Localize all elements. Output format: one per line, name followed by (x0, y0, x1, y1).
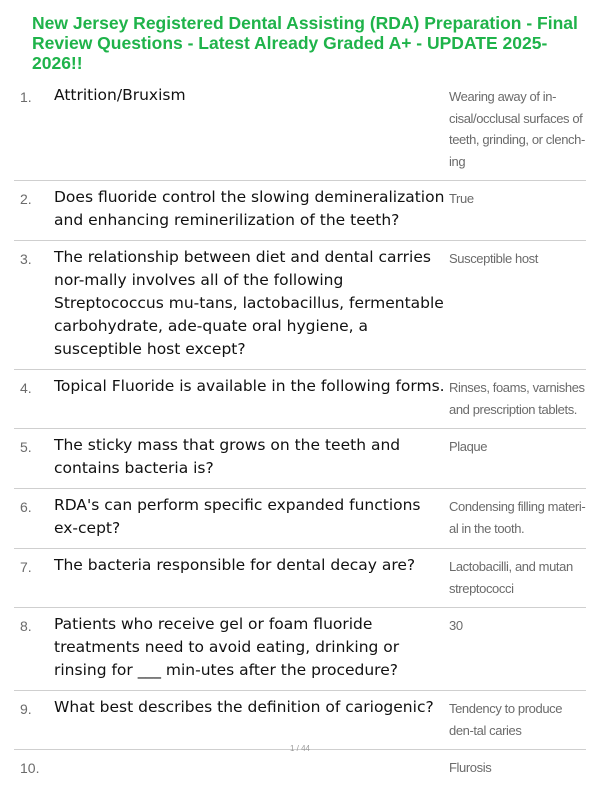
question-number: 6. (20, 499, 32, 515)
question-row (14, 549, 586, 608)
answer-text: Flurosis (449, 760, 492, 775)
question-number: 5. (20, 439, 32, 455)
question-list (14, 79, 586, 787)
question-number: 10. (20, 760, 40, 776)
question-number: 3. (20, 251, 32, 267)
question-text: The bacteria responsible for dental decay are? (54, 556, 416, 574)
answer-text: Wearing away of in-cisal/occlusal surfaces of teeth, grinding, or clench-ing (449, 89, 585, 169)
document-title: New Jersey Registered Dental Assisting (RDA) Preparation - Final Review Questions - Latest Already Graded A+ - UPDATE 2025-2026!! (32, 13, 578, 73)
answer-text: Plaque (449, 439, 488, 454)
question-row (14, 79, 586, 181)
question-number: 9. (20, 701, 32, 717)
question-row (14, 750, 586, 787)
page-indicator: 1 / 44 (289, 744, 310, 753)
question-number: 7. (20, 559, 32, 575)
answer-text: Rinses, foams, varnishes and prescription tablets. (449, 380, 585, 417)
answer-text: Susceptible host (449, 251, 538, 266)
question-text: Patients who receive gel or foam fluoride treatments need to avoid eating, drinking or rinsing for ___ min-utes after the procedure? (54, 615, 400, 679)
question-text: What best describes the definition of cariogenic? (54, 698, 434, 716)
question-text: Does fluoride control the slowing demineralization and enhancing reminerilization of the teeth? (54, 188, 445, 229)
answer-text: 30 (449, 618, 463, 633)
question-row (14, 370, 586, 429)
answer-text: True (449, 191, 474, 206)
question-row (14, 181, 586, 241)
question-number: 2. (20, 191, 32, 207)
question-text: RDA's can perform specific expanded functions ex-cept? (54, 496, 421, 537)
question-text: The sticky mass that grows on the teeth and contains bacteria is? (54, 436, 401, 477)
question-text: Attrition/Bruxism (54, 86, 186, 104)
question-row (14, 489, 586, 549)
question-row (14, 241, 586, 370)
question-number: 8. (20, 618, 32, 634)
question-number: 1. (20, 89, 32, 105)
answer-text: Tendency to produce den-tal caries (449, 701, 563, 738)
question-row (14, 691, 586, 750)
answer-text: Condensing filling materi-al in the tooth. (449, 499, 586, 536)
answer-text: Lactobacilli, and mutan streptococci (449, 559, 573, 596)
question-text (54, 755, 449, 779)
question-row (14, 429, 586, 489)
question-number: 4. (20, 380, 32, 396)
question-row (14, 608, 586, 691)
question-text: Topical Fluoride is available in the following forms. (54, 377, 445, 395)
question-text: The relationship between diet and dental carries nor-mally involves all of the following Streptococcus mu-tans, lactobacillus, fermentable carbohydrate, ade-quate oral hygiene, a susceptible host except? (54, 248, 444, 358)
